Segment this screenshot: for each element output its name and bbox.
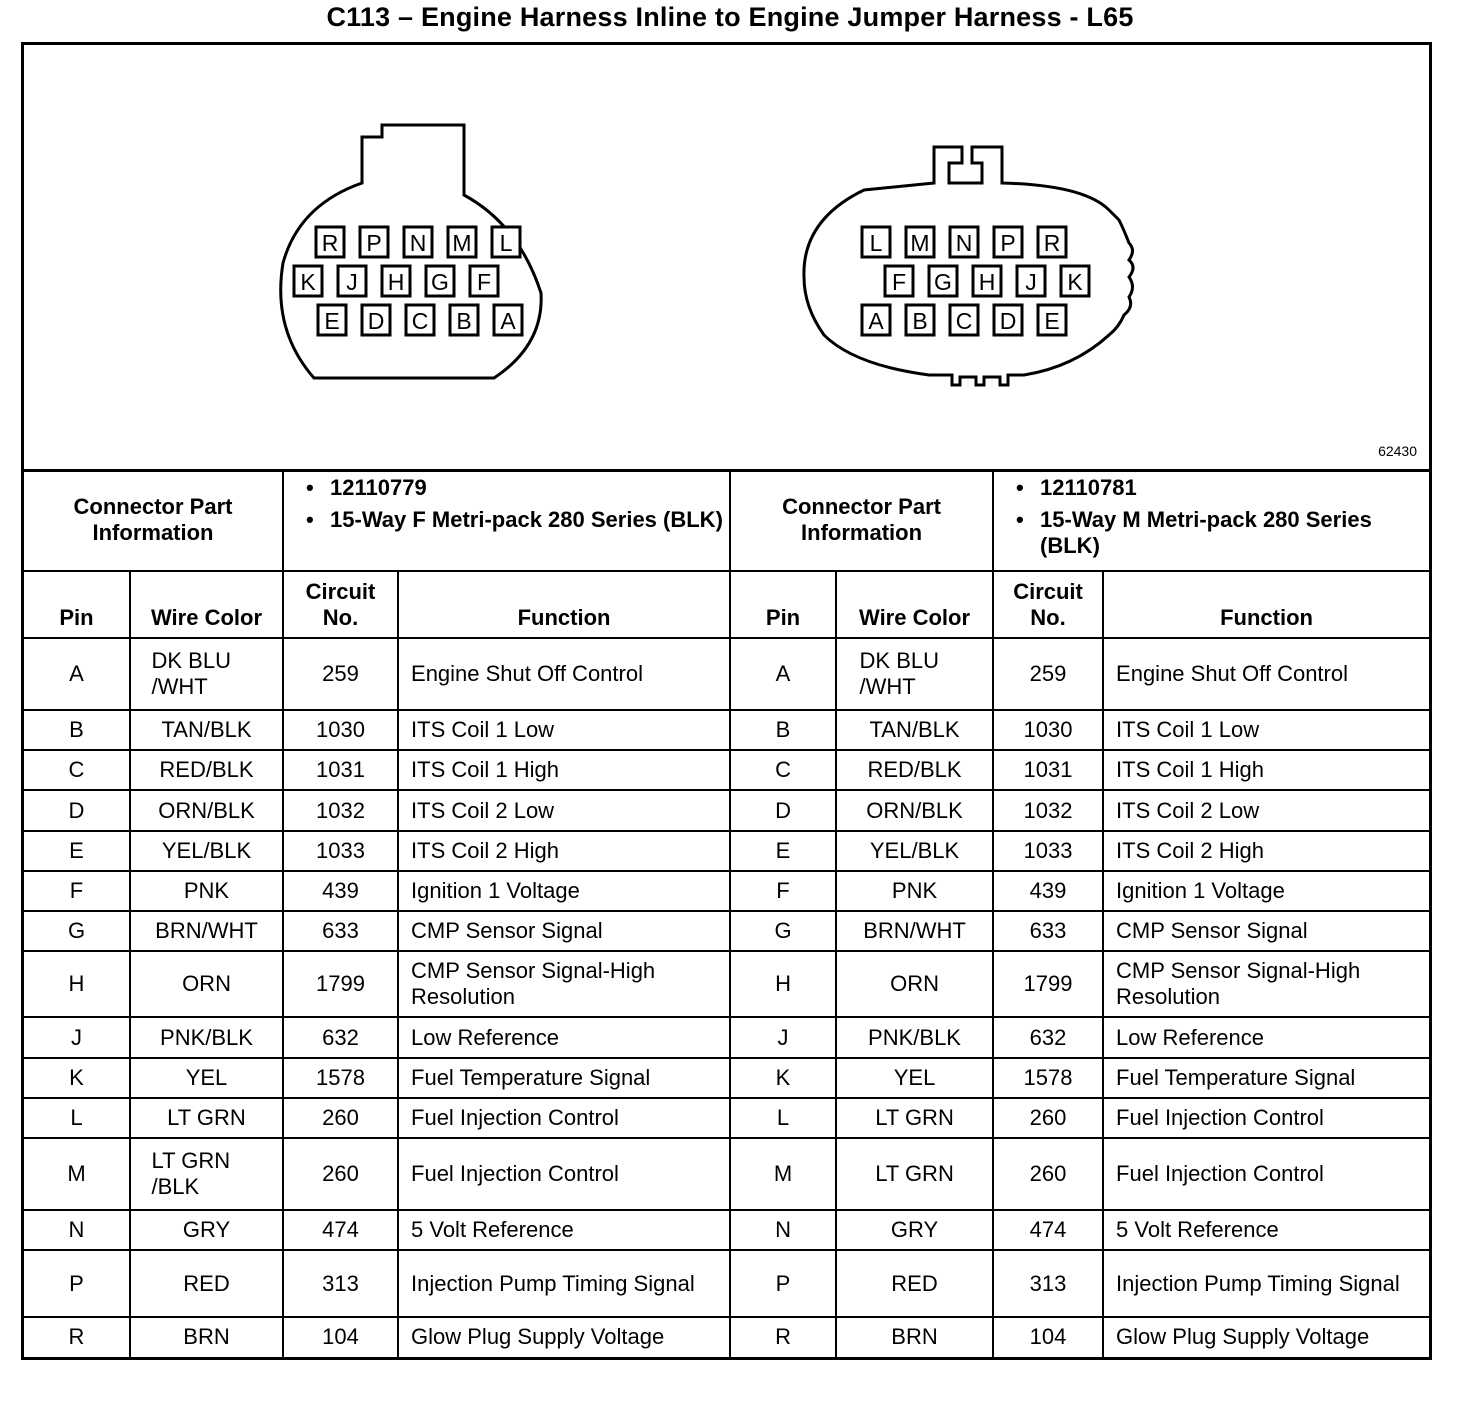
left-pin-R-label: R <box>321 230 339 256</box>
left-header-wire-color: Wire Color <box>130 571 283 637</box>
table-row <box>24 710 1429 750</box>
right-circuit-cell: 633 <box>993 911 1103 951</box>
right-pin-cell: N <box>730 1210 836 1250</box>
left-function-cell: CMP Sensor Signal-High Resolution <box>398 951 730 1017</box>
right-wire-color-cell: PNK <box>836 871 993 911</box>
right-circuit-cell: 1032 <box>993 790 1103 830</box>
right-wire-color-cell: TAN/BLK <box>836 710 993 750</box>
table-row <box>24 831 1429 871</box>
right-wire-color-cell: ORN/BLK <box>836 790 993 830</box>
left-pin-C-label: C <box>411 308 429 334</box>
left-connector-info-label: Connector Part Information <box>24 469 283 571</box>
connector-info-row <box>24 469 1429 571</box>
right-circuit-cell: 1799 <box>993 951 1103 1017</box>
left-header-function: Function <box>398 571 730 637</box>
left-circuit-cell: 474 <box>283 1210 398 1250</box>
left-circuit-cell: 633 <box>283 911 398 951</box>
left-wire-color-cell: RED/BLK <box>130 750 283 790</box>
right-function-cell: ITS Coil 2 Low <box>1103 790 1429 830</box>
right-pin-cell: F <box>730 871 836 911</box>
left-pin-B-label: B <box>456 308 472 334</box>
right-circuit-cell: 474 <box>993 1210 1103 1250</box>
left-wire-color-cell: ORN <box>130 951 283 1017</box>
right-wire-color-cell: YEL <box>836 1058 993 1098</box>
left-circuit-cell: 313 <box>283 1250 398 1316</box>
right-circuit-cell: 632 <box>993 1017 1103 1057</box>
left-function-cell: ITS Coil 1 High <box>398 750 730 790</box>
right-pin-cell: C <box>730 750 836 790</box>
right-pin-cell: P <box>730 1250 836 1316</box>
left-pin-cell: J <box>24 1017 130 1057</box>
left-pin-L-label: L <box>499 230 513 256</box>
table-row <box>24 871 1429 911</box>
left-circuit-cell: 1578 <box>283 1058 398 1098</box>
connector-sheet <box>21 42 1432 1360</box>
left-circuit-cell: 104 <box>283 1317 398 1357</box>
right-pin-P-label: P <box>1000 230 1016 256</box>
right-wire-color-cell: LT GRN <box>836 1138 993 1210</box>
left-header-pin: Pin <box>24 571 130 637</box>
left-pin-G-label: G <box>431 269 449 295</box>
left-wire-color-cell: YEL/BLK <box>130 831 283 871</box>
left-pin-K-label: K <box>300 269 316 295</box>
left-circuit-cell: 260 <box>283 1138 398 1210</box>
right-pin-M-label: M <box>910 230 930 256</box>
table-row <box>24 1098 1429 1138</box>
right-circuit-cell: 104 <box>993 1317 1103 1357</box>
left-function-cell: ITS Coil 1 Low <box>398 710 730 750</box>
left-wire-color-cell: TAN/BLK <box>130 710 283 750</box>
column-header-row <box>24 571 1429 637</box>
right-pin-cell: D <box>730 790 836 830</box>
connector-drawings <box>24 45 1429 469</box>
right-wire-color-cell: LT GRN <box>836 1098 993 1138</box>
left-pin-cell: H <box>24 951 130 1017</box>
right-header-circuit: Circuit No. <box>993 571 1103 637</box>
right-connector-type: • 15-Way M Metri-pack 280 Series (BLK) <box>1000 507 1423 559</box>
right-wire-color-cell: BRN <box>836 1317 993 1357</box>
left-pin-cell: R <box>24 1317 130 1357</box>
table-row <box>24 1138 1429 1210</box>
left-pin-cell: G <box>24 911 130 951</box>
right-part-number: • 12110781 <box>1000 475 1423 501</box>
right-pin-R-label: R <box>1043 230 1061 256</box>
left-pin-A-label: A <box>500 308 516 334</box>
right-pin-N-label: N <box>955 230 973 256</box>
right-wire-color-cell: YEL/BLK <box>836 831 993 871</box>
right-pin-cell: H <box>730 951 836 1017</box>
right-wire-color-cell: PNK/BLK <box>836 1017 993 1057</box>
table-row <box>24 1317 1429 1357</box>
connector-diagrams <box>24 45 1429 472</box>
right-function-cell: ITS Coil 1 Low <box>1103 710 1429 750</box>
left-wire-color-cell: ORN/BLK <box>130 790 283 830</box>
left-function-cell: Injection Pump Timing Signal <box>398 1250 730 1316</box>
table-row <box>24 1058 1429 1098</box>
left-function-cell: Glow Plug Supply Voltage <box>398 1317 730 1357</box>
right-pin-cell: K <box>730 1058 836 1098</box>
left-pin-cell: D <box>24 790 130 830</box>
left-wire-color-cell: RED <box>130 1250 283 1316</box>
right-pin-H-label: H <box>978 269 996 295</box>
right-pin-D-label: D <box>999 308 1017 334</box>
left-part-number: • 12110779 <box>290 475 723 501</box>
right-circuit-cell: 1031 <box>993 750 1103 790</box>
table-row <box>24 911 1429 951</box>
left-pin-cell: M <box>24 1138 130 1210</box>
right-pin-F-label: F <box>891 269 907 295</box>
right-connector-info <box>993 469 1429 571</box>
right-header-wire-color: Wire Color <box>836 571 993 637</box>
left-function-cell: CMP Sensor Signal <box>398 911 730 951</box>
left-pin-F-label: F <box>476 269 492 295</box>
left-pin-cell: C <box>24 750 130 790</box>
left-pin-cell: B <box>24 710 130 750</box>
right-circuit-cell: 259 <box>993 638 1103 710</box>
right-function-cell: Low Reference <box>1103 1017 1429 1057</box>
left-pin-cell: N <box>24 1210 130 1250</box>
right-function-cell: Injection Pump Timing Signal <box>1103 1250 1429 1316</box>
wire-color-text: DK BLU /WHT <box>151 647 231 699</box>
left-wire-color-cell: PNK/BLK <box>130 1017 283 1057</box>
right-pin-G-label: G <box>934 269 952 295</box>
right-pin-E-label: E <box>1044 308 1060 334</box>
left-connector-type: • 15-Way F Metri-pack 280 Series (BLK) <box>290 507 723 533</box>
left-pin-cell: E <box>24 831 130 871</box>
right-connector-pins <box>862 227 1089 335</box>
left-pin-cell: K <box>24 1058 130 1098</box>
left-function-cell: Ignition 1 Voltage <box>398 871 730 911</box>
left-pin-D-label: D <box>367 308 385 334</box>
right-function-cell: ITS Coil 2 High <box>1103 831 1429 871</box>
left-wire-color-cell: BRN <box>130 1317 283 1357</box>
left-function-cell: Low Reference <box>398 1017 730 1057</box>
right-header-pin: Pin <box>730 571 836 637</box>
right-pin-cell: J <box>730 1017 836 1057</box>
left-pin-E-label: E <box>324 308 340 334</box>
right-header-function: Function <box>1103 571 1429 637</box>
left-pin-M-label: M <box>452 230 472 256</box>
left-pin-cell: F <box>24 871 130 911</box>
left-function-cell: ITS Coil 2 Low <box>398 790 730 830</box>
pinout-table <box>24 469 1429 1357</box>
right-pin-cell: M <box>730 1138 836 1210</box>
right-wire-color-cell: RED/BLK <box>836 750 993 790</box>
left-pin-J-label: J <box>346 269 358 295</box>
left-circuit-cell: 1799 <box>283 951 398 1017</box>
left-pin-P-label: P <box>366 230 382 256</box>
left-function-cell: ITS Coil 2 High <box>398 831 730 871</box>
right-pin-A-label: A <box>868 308 884 334</box>
right-pin-cell: L <box>730 1098 836 1138</box>
left-function-cell: 5 Volt Reference <box>398 1210 730 1250</box>
left-header-circuit: Circuit No. <box>283 571 398 637</box>
right-wire-color-cell: GRY <box>836 1210 993 1250</box>
left-pin-N-label: N <box>409 230 427 256</box>
right-circuit-cell: 1578 <box>993 1058 1103 1098</box>
left-connector-info <box>283 469 730 571</box>
left-pin-cell: L <box>24 1098 130 1138</box>
right-function-cell: Fuel Temperature Signal <box>1103 1058 1429 1098</box>
figure-number: 62430 <box>1378 443 1417 459</box>
left-wire-color-cell: LT GRN <box>130 1098 283 1138</box>
left-function-cell: Fuel Injection Control <box>398 1098 730 1138</box>
right-circuit-cell: 313 <box>993 1250 1103 1316</box>
left-function-cell: Fuel Temperature Signal <box>398 1058 730 1098</box>
right-pin-cell: B <box>730 710 836 750</box>
right-function-cell: Ignition 1 Voltage <box>1103 871 1429 911</box>
right-pin-J-label: J <box>1025 269 1037 295</box>
right-wire-color-cell: BRN/WHT <box>836 911 993 951</box>
right-function-cell: ITS Coil 1 High <box>1103 750 1429 790</box>
left-wire-color-cell: BRN/WHT <box>130 911 283 951</box>
right-pin-K-label: K <box>1067 269 1083 295</box>
right-pin-C-label: C <box>955 308 973 334</box>
left-wire-color-cell <box>130 1138 283 1210</box>
right-circuit-cell: 1033 <box>993 831 1103 871</box>
table-row <box>24 1210 1429 1250</box>
left-function-cell: Engine Shut Off Control <box>398 638 730 710</box>
left-pin-H-label: H <box>387 269 405 295</box>
right-function-cell: CMP Sensor Signal-High Resolution <box>1103 951 1429 1017</box>
left-pin-cell: A <box>24 638 130 710</box>
right-function-cell: CMP Sensor Signal <box>1103 911 1429 951</box>
right-function-cell: 5 Volt Reference <box>1103 1210 1429 1250</box>
wire-color-text: LT GRN /BLK <box>151 1148 231 1200</box>
wire-color-text: DK BLU /WHT <box>859 647 939 699</box>
left-wire-color-cell <box>130 638 283 710</box>
right-circuit-cell: 260 <box>993 1138 1103 1210</box>
left-circuit-cell: 260 <box>283 1098 398 1138</box>
table-row <box>24 951 1429 1017</box>
right-pin-cell: R <box>730 1317 836 1357</box>
left-connector-pins <box>294 227 522 335</box>
right-wire-color-cell: ORN <box>836 951 993 1017</box>
right-function-cell: Fuel Injection Control <box>1103 1098 1429 1138</box>
left-wire-color-cell: YEL <box>130 1058 283 1098</box>
right-wire-color-cell: RED <box>836 1250 993 1316</box>
left-function-cell: Fuel Injection Control <box>398 1138 730 1210</box>
right-pin-L-label: L <box>869 230 883 256</box>
left-circuit-cell: 259 <box>283 638 398 710</box>
right-pin-cell: G <box>730 911 836 951</box>
right-function-cell: Glow Plug Supply Voltage <box>1103 1317 1429 1357</box>
left-wire-color-cell: GRY <box>130 1210 283 1250</box>
left-wire-color-cell: PNK <box>130 871 283 911</box>
table-row <box>24 790 1429 830</box>
page-title: C113 – Engine Harness Inline to Engine Jumper Harness - L65 <box>326 2 1134 32</box>
left-circuit-cell: 632 <box>283 1017 398 1057</box>
right-pin-B-label: B <box>912 308 928 334</box>
right-function-cell: Fuel Injection Control <box>1103 1138 1429 1210</box>
right-circuit-cell: 439 <box>993 871 1103 911</box>
left-circuit-cell: 1030 <box>283 710 398 750</box>
right-circuit-cell: 260 <box>993 1098 1103 1138</box>
right-function-cell: Engine Shut Off Control <box>1103 638 1429 710</box>
table-row <box>24 750 1429 790</box>
table-row <box>24 638 1429 710</box>
right-wire-color-cell <box>836 638 993 710</box>
right-pin-cell: A <box>730 638 836 710</box>
left-pin-cell: P <box>24 1250 130 1316</box>
left-circuit-cell: 1031 <box>283 750 398 790</box>
table-row <box>24 1017 1429 1057</box>
right-circuit-cell: 1030 <box>993 710 1103 750</box>
left-circuit-cell: 1032 <box>283 790 398 830</box>
right-connector-info-label: Connector Part Information <box>730 469 993 571</box>
table-row <box>24 1250 1429 1316</box>
right-pin-cell: E <box>730 831 836 871</box>
left-circuit-cell: 1033 <box>283 831 398 871</box>
left-circuit-cell: 439 <box>283 871 398 911</box>
